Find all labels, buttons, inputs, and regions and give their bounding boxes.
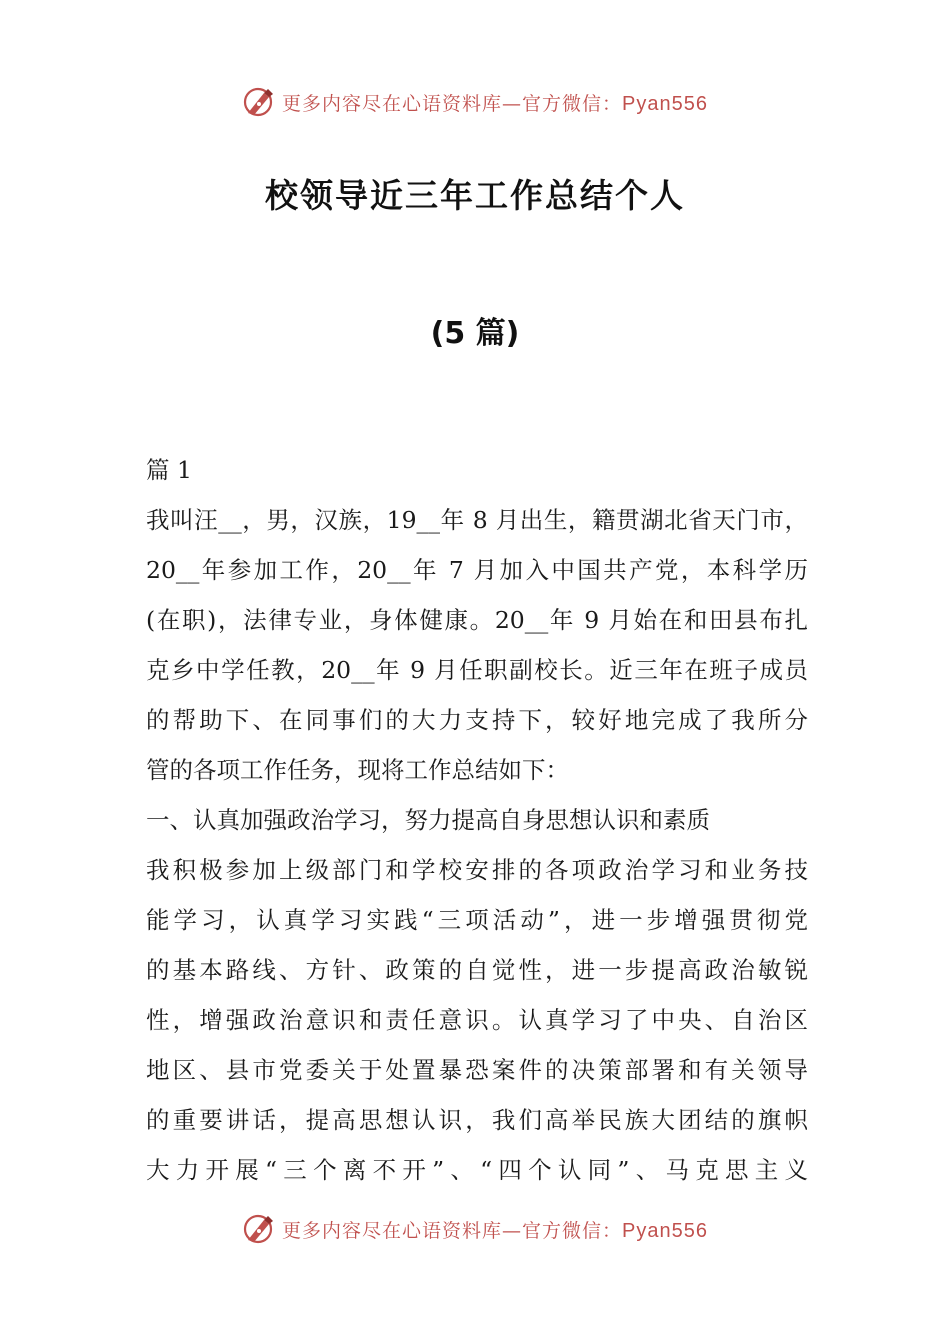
document-subtitle: (5 篇) xyxy=(430,316,520,351)
footer-watermark-text xyxy=(282,1216,708,1243)
header-watermark-banner xyxy=(0,82,950,122)
body-line: 地区、县市党委关于处置暴恐案件的决策部署和有关领导 xyxy=(146,1056,808,1084)
body-line: 管的各项工作任务，现将工作总结如下： xyxy=(146,756,569,784)
body-line: 能学习，认真学习实践“三项活动”，进一步增强贯彻党 xyxy=(146,906,808,934)
pen-nib-logo-icon xyxy=(242,85,276,119)
body-line: 大力开展“三个离不开”、“四个认同”、马克思主义 xyxy=(146,1156,808,1184)
footer-wechat-id: Pyan556 xyxy=(622,1219,708,1242)
body-line: 克乡中学任教，20__年 9 月任职副校长。近三年在班子成员 xyxy=(146,656,808,684)
body-line: 我积极参加上级部门和学校安排的各项政治学习和业务技 xyxy=(146,856,808,884)
body-line: 的重要讲话，提高思想认识，我们高举民族大团结的旗帜 xyxy=(146,1106,808,1134)
body-line: 性，增强政治意识和责任意识。认真学习了中央、自治区 xyxy=(146,1006,808,1034)
body-line: 20__年参加工作，20__年 7 月加入中国共产党，本科学历 xyxy=(146,556,808,584)
document-body xyxy=(146,445,808,1195)
body-line: 我叫汪__，男，汉族，19__年 8 月出生，籍贯湖北省天门市， xyxy=(146,506,808,534)
header-wechat-id: Pyan556 xyxy=(622,92,708,115)
subsection-heading: 一、认真加强政治学习，努力提高自身思想认识和素质 xyxy=(146,806,710,834)
document-title: 校领导近三年工作总结个人 xyxy=(265,176,685,215)
body-line: 的基本路线、方针、政策的自觉性，进一步提高政治敏锐 xyxy=(146,956,808,984)
header-watermark-label: 更多内容尽在心语资料库—官方微信： xyxy=(282,92,623,115)
body-line: (在职)，法律专业，身体健康。20__年 9 月始在和田县布扎 xyxy=(146,606,808,634)
footer-watermark-label: 更多内容尽在心语资料库—官方微信： xyxy=(282,1219,623,1242)
section-heading: 篇 1 xyxy=(146,456,192,484)
footer-watermark-banner xyxy=(0,1209,950,1249)
header-watermark-text xyxy=(282,89,708,116)
body-line: 的帮助下、在同事们的大力支持下，较好地完成了我所分 xyxy=(146,706,808,734)
pen-nib-logo-icon xyxy=(242,1212,276,1246)
